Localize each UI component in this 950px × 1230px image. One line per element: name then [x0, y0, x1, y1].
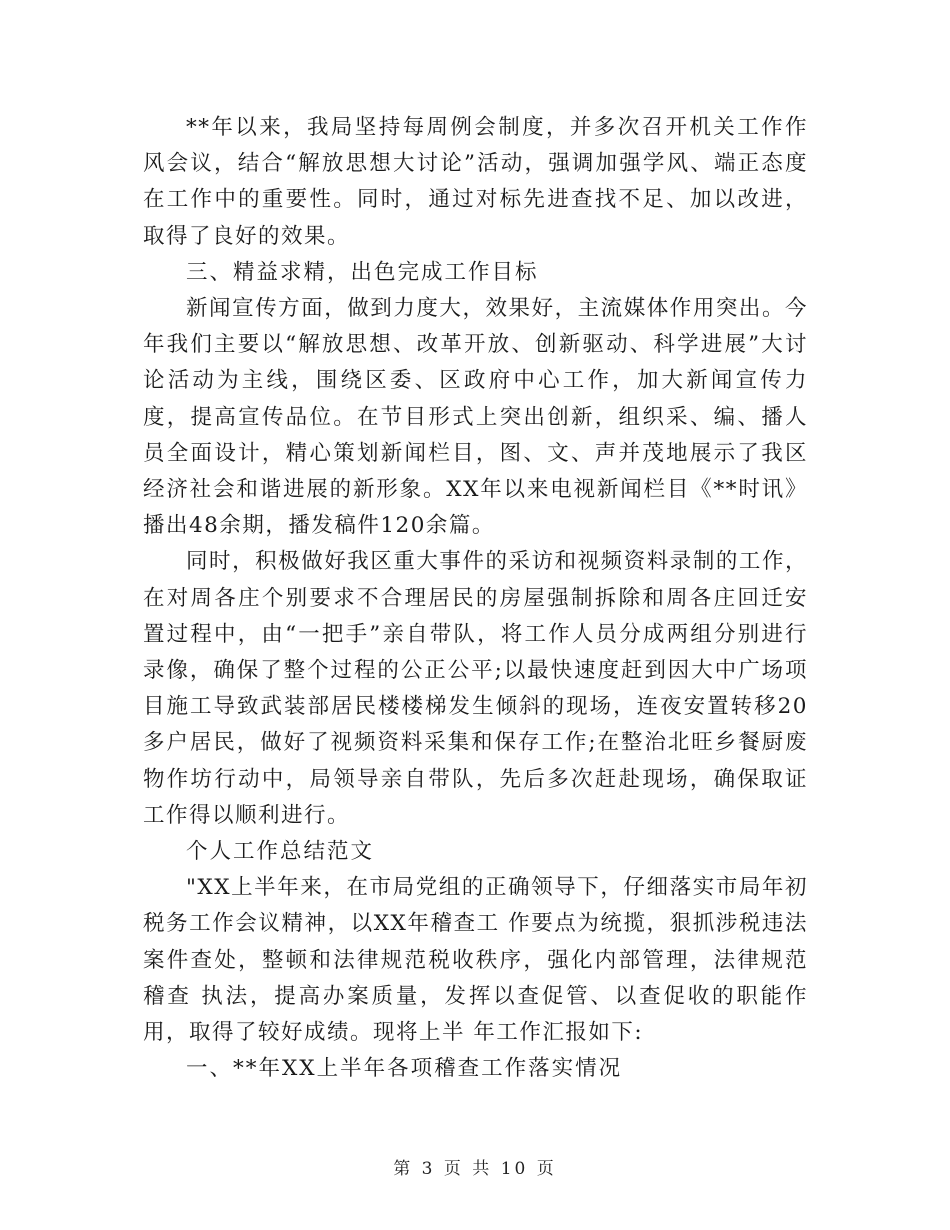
- document-subtitle: 个人工作总结范文: [186, 839, 375, 865]
- paragraph-major-events: 同时，积极做好我区重大事件的采访和视频资料录制的工作，在对周各庄个别要求不合理居民的房屋强制拆除和周各庄回迁安置过程中，由“一把手”亲自带队，将工作人员分成两组分别进行录像，确保了整个过程的公正公平;以最快速度赶到因大中广场项目施工导致武装部居民楼楼梯发生倾斜的现场，连夜安置转移20多户居民，做好了视频资料采集和保存工作;在整治北旺乡餐厨废物作坊行动中，局领导亲自带队，先后多次赶赴现场，确保取证工作得以顺利进行。: [143, 549, 808, 828]
- document-body: [143, 110, 808, 1087]
- paragraph-work-style: **年以来，我局坚持每周例会制度，并多次召开机关工作作风会议，结合“解放思想大讨论”活动，强调加强学风、端正态度在工作中的重要性。同时，通过对标先进查找不足、加以改进，取得了良好的效果。: [143, 115, 808, 249]
- page-number-footer: 第 3 页 共 10 页: [393, 1159, 557, 1179]
- section-heading-three: 三、精益求精，出色完成工作目标: [186, 259, 539, 285]
- paragraph-tax-summary: "XX上半年来，在市局党组的正确领导下，仔细落实市局年初税务工作会议精神，以XX年稽查工 作要点为统揽，狠抓涉税违法案件查处，整顿和法律规范税收秩序，强化内部管理，法律规范稽查 执法，提高办案质量，发挥以查促管、以查促收的职能作用，取得了较好成绩。现将上半 年工作汇报如下:: [143, 875, 808, 1046]
- paragraph-news-publicity: 新闻宣传方面，做到力度大，效果好，主流媒体作用突出。今年我们主要以“解放思想、改革开放、创新驱动、科学进展”大讨论活动为主线，围绕区委、区政府中心工作，加大新闻宣传力度，提高宣传品位。在节目形式上突出创新，组织采、编、播人员全面设计，精心策划新闻栏目，图、文、声并茂地展示了我区经济社会和谐进展的新形象。XX年以来电视新闻栏目《**时讯》播出48余期，播发稿件120余篇。: [143, 296, 808, 539]
- section-heading-one: 一、**年XX上半年各项稽查工作落实情况: [186, 1056, 623, 1082]
